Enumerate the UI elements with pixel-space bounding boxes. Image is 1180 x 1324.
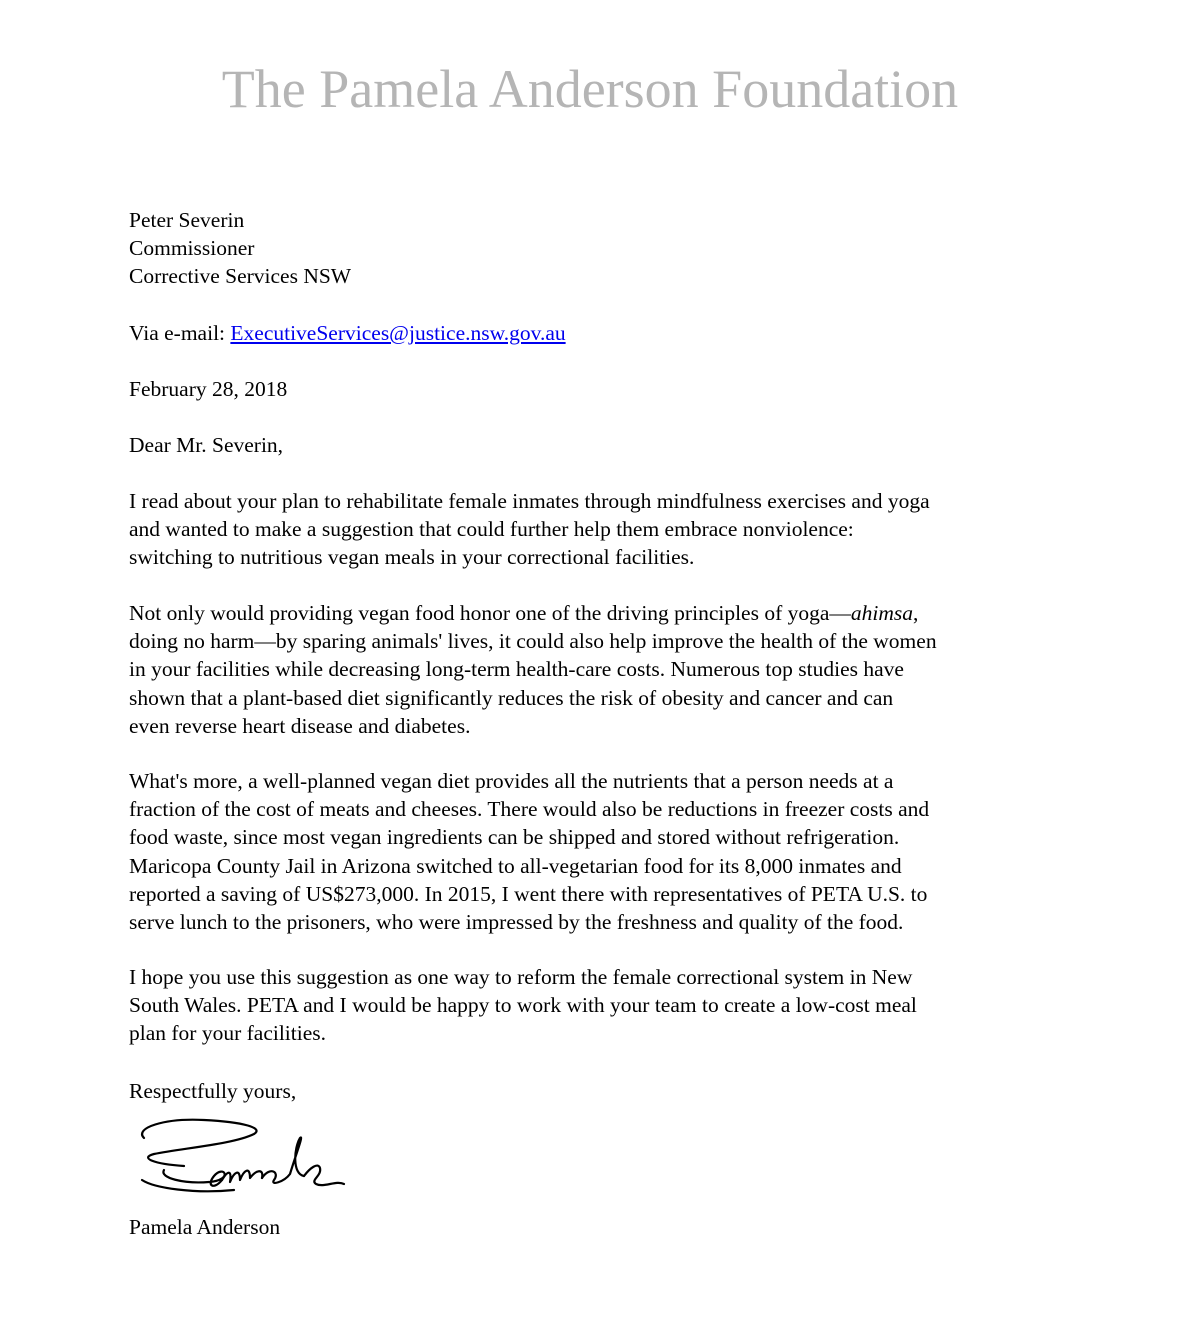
salutation xyxy=(129,431,1059,459)
paragraph-line: South Wales. PETA and I would be happy to work with your team to create a low-cost meal xyxy=(129,993,917,1018)
paragraph-1 xyxy=(129,487,1059,572)
via-email-line xyxy=(129,319,1059,347)
via-label: Via e-mail: xyxy=(129,321,231,345)
letter-date xyxy=(129,375,1059,403)
paragraph-line: reported a saving of US$273,000. In 2015, I went there with representatives of PETA U.S. to xyxy=(129,881,928,906)
paragraph-line: switching to nutritious vegan meals in your correctional facilities. xyxy=(129,545,695,570)
paragraph-line: I read about your plan to rehabilitate female inmates through mindfulness exercises and yoga xyxy=(129,489,930,513)
recipient-block xyxy=(129,206,1059,291)
date-text: February 28, 2018 xyxy=(129,377,288,401)
paragraph-line: even reverse heart disease and diabetes. xyxy=(129,713,471,738)
salutation-text: Dear Mr. Severin, xyxy=(129,433,284,457)
letterhead-title: The Pamela Anderson Foundation xyxy=(221,59,959,119)
paragraph-line: Maricopa County Jail in Arizona switched to all-vegetarian food for its 8,000 inmates and xyxy=(129,853,902,878)
paragraph-line: in your facilities while decreasing long-term health-care costs. Numerous top studies have xyxy=(129,657,904,682)
signature-image xyxy=(124,1114,354,1206)
paragraph-line: Not only would providing vegan food honor one of the driving principles of yoga—ahimsa, xyxy=(129,601,919,625)
closing-text: Respectfully yours, xyxy=(129,1079,297,1103)
paragraph-3 xyxy=(129,767,1059,936)
closing xyxy=(129,1077,1059,1105)
recipient-title: Commissioner xyxy=(129,236,255,261)
paragraph-line: What's more, a well-planned vegan diet provides all the nutrients that a person needs at a xyxy=(129,769,894,793)
signer-name: Pamela Anderson xyxy=(129,1215,281,1239)
paragraph-line: doing no harm—by sparing animals' lives, it could also help improve the health of the women xyxy=(129,629,937,654)
paragraph-line: I hope you use this suggestion as one way to reform the female correctional system in New xyxy=(129,965,913,989)
paragraph-line: food waste, since most vegan ingredients can be shipped and stored without refrigeration. xyxy=(129,825,900,850)
ahimsa-italic: ahimsa xyxy=(850,601,914,625)
paragraph-line: fraction of the cost of meats and cheeses. There would also be reductions in freezer costs and xyxy=(129,797,930,822)
paragraph-4 xyxy=(129,963,1059,1048)
recipient-name: Peter Severin xyxy=(129,208,245,232)
recipient-organization: Corrective Services NSW xyxy=(129,264,352,289)
signer-block xyxy=(129,1213,1059,1241)
paragraph-line: plan for your facilities. xyxy=(129,1021,327,1046)
paragraph-2 xyxy=(129,599,1059,740)
paragraph-line: serve lunch to the prisoners, who were impressed by the freshness and quality of the food. xyxy=(129,910,904,935)
email-link[interactable]: ExecutiveServices@justice.nsw.gov.au xyxy=(230,321,566,345)
paragraph-line: shown that a plant-based diet significantly reduces the risk of obesity and cancer and can xyxy=(129,685,894,710)
paragraph-line: and wanted to make a suggestion that could further help them embrace nonviolence: xyxy=(129,517,854,542)
